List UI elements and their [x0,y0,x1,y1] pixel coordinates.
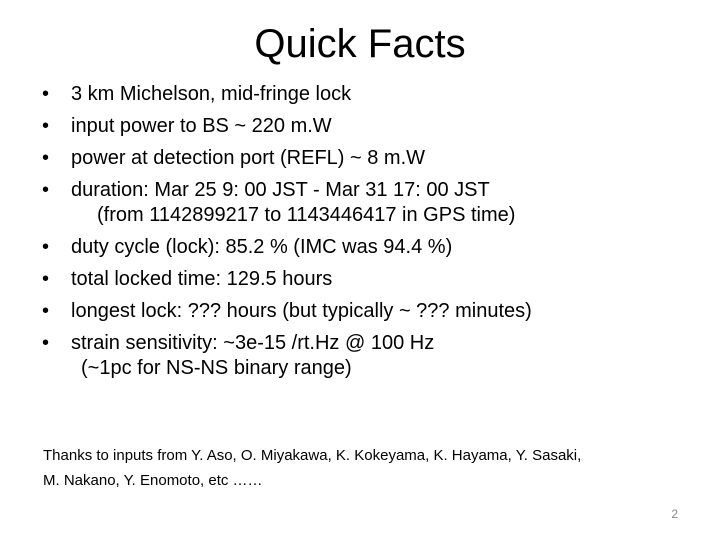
bullet-item [40,331,710,381]
bullet-marker: • [42,115,50,137]
bullet-item [40,178,710,228]
bullet-subtext: (~1pc for NS-NS binary range) [81,357,352,379]
bullet-marker: • [42,332,50,354]
bullet-text: strain sensitivity: ~3e-15 /rt.Hz @ 100 Hz [71,332,435,354]
bullet-text: duration: Mar 25 9: 00 JST - Mar 31 17: 00 JST [71,179,490,201]
bullet-item [40,114,710,139]
bullet-marker: • [42,300,50,322]
bullet-text: longest lock: ??? hours (but typically ~ ??? minutes) [71,300,532,322]
bullet-item [40,235,710,260]
bullet-item [40,267,710,292]
bullet-list [40,82,710,388]
bullet-text: 3 km Michelson, mid-fringe lock [71,83,352,105]
bullet-marker: • [42,147,50,169]
bullet-marker: • [42,236,50,258]
acknowledgements-line: Thanks to inputs from Y. Aso, O. Miyakawa, K. Kokeyama, K. Hayama, Y. Sasaki, [43,447,582,464]
acknowledgements-line: M. Nakano, Y. Enomoto, etc …… [43,472,263,489]
bullet-text: total locked time: 129.5 hours [71,268,333,290]
bullet-text: duty cycle (lock): 85.2 % (IMC was 94.4 %) [71,236,453,258]
page-number: 2 [671,507,678,521]
bullet-text: input power to BS ~ 220 m.W [71,115,332,137]
acknowledgements [43,443,703,493]
bullet-marker: • [42,83,50,105]
bullet-subtext: (from 1142899217 to 1143446417 in GPS time) [97,204,516,226]
bullet-item [40,146,710,171]
bullet-item [40,82,710,107]
bullet-item [40,299,710,324]
bullet-text: power at detection port (REFL) ~ 8 m.W [71,147,426,169]
bullet-marker: • [42,179,50,201]
slide-title: Quick Facts [254,22,466,66]
bullet-marker: • [42,268,50,290]
